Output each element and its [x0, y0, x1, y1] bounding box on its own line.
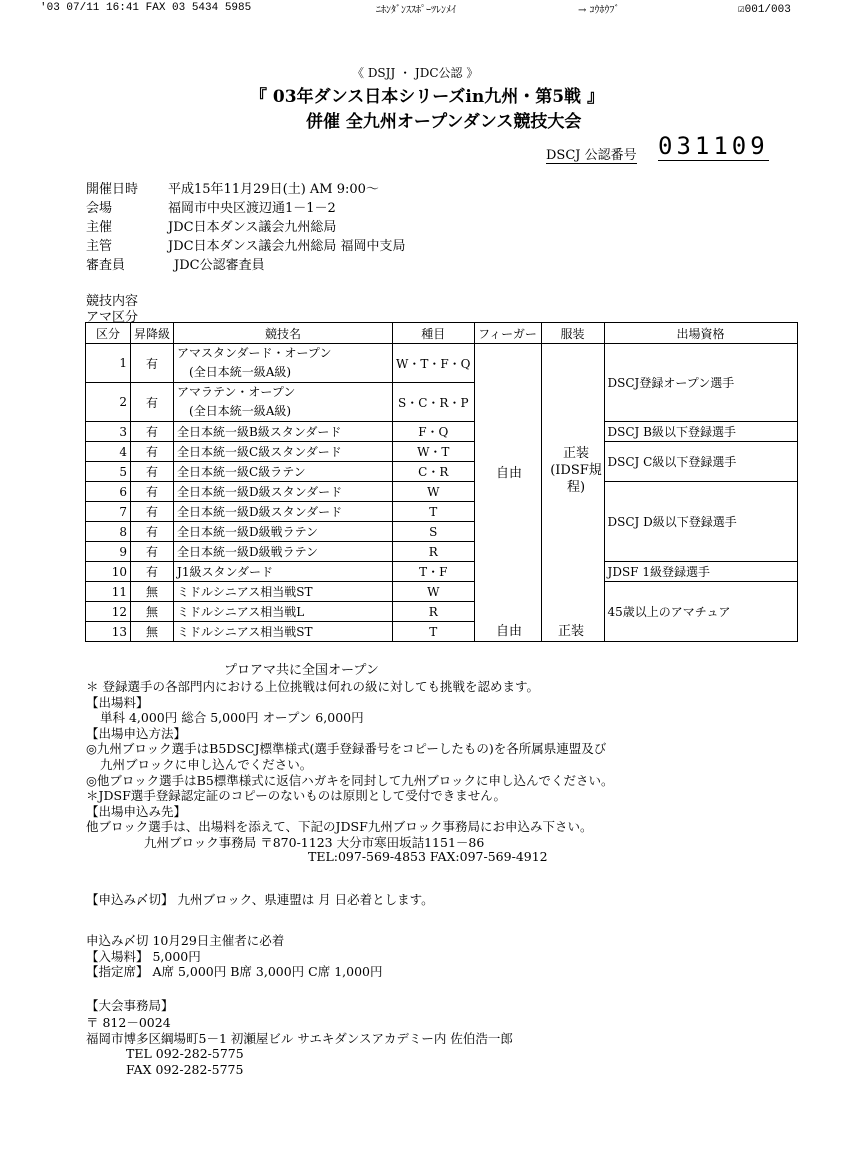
note-line: 九州ブロック事務局 〒870-1123 大分市寒田坂詰1151－86 — [144, 834, 485, 850]
row-competition: 全日本統一級D級戦ラテン — [174, 542, 393, 562]
note-line: ＊ 登録選手の各部門内における上位挑戦は何れの級に対しても挑戦を認めます。 — [86, 679, 539, 694]
office-address: 福岡市博多区綱場町5－1 初瀬屋ビル サエキダンスアカデミー内 佐伯浩一郎 — [86, 1031, 513, 1046]
row-competition: ミドルシニアス相当戦ST — [174, 582, 393, 602]
apply-title: 【出場申込方法】 — [86, 725, 187, 741]
table-row — [86, 344, 798, 383]
row-events: W・T — [393, 442, 475, 462]
row-competition: 全日本統一級C級スタンダード — [174, 442, 393, 462]
note-line: 【入場料】 5,000円 — [86, 948, 201, 964]
office-tel: TEL 092-282-5775 — [126, 1045, 244, 1061]
row-competition — [174, 344, 393, 383]
fee-title: 【出場料】 — [86, 694, 149, 710]
notes-section — [86, 677, 614, 864]
event-subtitle: 併催 全九州オープンダンス競技大会 — [306, 112, 582, 132]
info-label: 審査員 — [86, 258, 126, 273]
row-number: 3 — [86, 422, 131, 442]
row-promotion: 有 — [131, 522, 174, 542]
admission-section — [86, 931, 382, 978]
table-row — [86, 422, 798, 442]
row-events: W — [393, 582, 475, 602]
row-competition: 全日本統一級D級スタンダード — [174, 502, 393, 522]
row-number: 1 — [86, 344, 131, 383]
info-label: 会場 — [86, 201, 113, 216]
info-value: JDC日本ダンス議会九州総局 福岡中支局 — [168, 239, 406, 254]
header-competition: 競技名 — [174, 323, 393, 344]
row-promotion: 有 — [131, 442, 174, 462]
row-promotion: 有 — [131, 462, 174, 482]
info-value: 福岡市中央区渡辺通1－1－2 — [168, 201, 336, 216]
row-events: S・C・R・P — [393, 383, 475, 422]
row-number: 7 — [86, 502, 131, 522]
row-events: R — [393, 602, 475, 622]
row-number: 13 — [86, 622, 131, 642]
row-competition — [174, 383, 393, 422]
row-number: 10 — [86, 562, 131, 582]
info-value: JDC公認審査員 — [174, 258, 265, 273]
figure-free: 自由 — [496, 466, 523, 481]
row-competition-class: (全日本統一級A級) — [189, 365, 292, 379]
row-competition: 全日本統一級D級スタンダード — [174, 482, 393, 502]
qualification-cell: DSCJ C級以下登録選手 — [604, 442, 797, 482]
header-events: 種目 — [393, 323, 475, 344]
info-label: 主催 — [86, 220, 113, 235]
dress-formal: 正装 — [558, 624, 585, 639]
note-line: 他ブロック選手は、出場料を添えて、下記のJDSF九州ブロック事務局にお申込み下さい。 — [86, 819, 593, 835]
row-events: T — [393, 502, 475, 522]
header-figure: フィーガー — [474, 323, 541, 344]
fax-datetime: '03 07/11 16:41 FAX 03 5434 5985 — [40, 2, 252, 14]
office-fax: FAX 092-282-5775 — [126, 1062, 244, 1077]
row-events: T — [393, 622, 475, 642]
figure-free: 自由 — [496, 624, 523, 639]
qualification-cell: DSCJ登録オープン選手 — [604, 344, 797, 422]
row-promotion: 無 — [131, 602, 174, 622]
note-line: TEL:097-569-4853 FAX:097-569-4912 — [308, 848, 548, 864]
row-competition: 全日本統一級B級スタンダード — [174, 422, 393, 442]
dress-formal-idsf: 正装(IDSF規程) — [550, 446, 602, 495]
figure-cell — [474, 344, 541, 622]
note-line: 【指定席】 A席 5,000円 B席 3,000円 C席 1,000円 — [86, 964, 383, 980]
row-number: 12 — [86, 602, 131, 622]
row-number: 8 — [86, 522, 131, 542]
row-promotion: 有 — [131, 482, 174, 502]
certification-label: DSCJ 公認番号 — [546, 144, 637, 164]
office-title: 【大会事務局】 — [86, 998, 174, 1013]
table-footer-note: プロアマ共に全国オープン — [224, 663, 379, 678]
office-section — [86, 996, 513, 1079]
office-zip: 〒 812－0024 — [86, 1014, 171, 1030]
sanction-line: 《 DSJJ ・ JDC公認 》 — [352, 66, 479, 80]
qualification-cell: 45歳以上のアマチュア — [604, 582, 797, 642]
row-promotion: 有 — [131, 422, 174, 442]
row-number: 11 — [86, 582, 131, 602]
note-line: ◎他ブロック選手はB5標準様式に返信ハガキを同封して九州ブロックに申し込んでください。 — [86, 772, 614, 788]
info-value: JDC日本ダンス議会九州総局 — [168, 220, 337, 235]
row-promotion: 有 — [131, 383, 174, 422]
note-line: 九州ブロックに申し込んでください。 — [100, 756, 313, 772]
row-competition: ミドルシニアス相当戦ST — [174, 622, 393, 642]
table-row — [86, 482, 798, 502]
row-events: W — [393, 482, 475, 502]
fax-sender: ﾆﾎﾝﾀﾞﾝｽｽﾎﾟｰﾂﾚﾝﾒｲ — [376, 5, 456, 16]
row-competition-class: (全日本統一級A級) — [189, 404, 292, 418]
row-events: F・Q — [393, 422, 475, 442]
header-promotion: 昇降級 — [131, 323, 174, 344]
fax-recipient: → ｺｳﾎｳﾌﾞ — [578, 5, 620, 16]
row-competition: J1級スタンダード — [174, 562, 393, 582]
row-events: S — [393, 522, 475, 542]
row-competition-name: アマスタンダード・オープン — [177, 346, 332, 360]
qualification-cell: JDSF 1級登録選手 — [604, 562, 797, 582]
dest-title: 【出場申込み先】 — [86, 803, 187, 819]
qualification-cell: DSCJ D級以下登録選手 — [604, 482, 797, 562]
row-promotion: 無 — [131, 622, 174, 642]
table-header-row — [86, 323, 798, 344]
header-qualification: 出場資格 — [604, 323, 797, 344]
row-events: R — [393, 542, 475, 562]
row-events: C・R — [393, 462, 475, 482]
table-row — [86, 442, 798, 462]
row-number: 9 — [86, 542, 131, 562]
section-subtitle: アマ区分 — [86, 310, 139, 325]
header-division: 区分 — [86, 323, 131, 344]
row-competition: 全日本統一級D級戦ラテン — [174, 522, 393, 542]
certification-number: 031109 — [658, 132, 769, 160]
row-competition: ミドルシニアス相当戦L — [174, 602, 393, 622]
qualification-cell: DSCJ B級以下登録選手 — [604, 422, 797, 442]
note-line: ＊JDSF選手登録認定証のコピーのないものは原則として受付できません。 — [86, 788, 507, 804]
row-events: W・T・F・Q — [393, 344, 475, 383]
row-number: 4 — [86, 442, 131, 462]
header-dress: 服装 — [541, 323, 604, 344]
fax-page-number: ☑001/003 — [738, 4, 791, 16]
row-number: 6 — [86, 482, 131, 502]
row-competition-name: アマラテン・オープン — [177, 385, 296, 399]
info-label: 開催日時 — [86, 182, 139, 197]
row-number: 2 — [86, 383, 131, 422]
event-title: 『 03年ダンス日本シリーズin九州・第5戦 』 — [250, 87, 604, 107]
row-events: T・F — [393, 562, 475, 582]
note-line: ◎九州ブロック選手はB5DSCJ標準様式(選手登録番号をコピーしたもの)を各所属県連盟及び — [86, 741, 607, 757]
info-value: 平成15年11月29日(土) AM 9:00～ — [168, 182, 379, 197]
competition-table — [85, 322, 798, 642]
row-promotion: 有 — [131, 344, 174, 383]
table-row — [86, 562, 798, 582]
row-competition: 全日本統一級C級ラテン — [174, 462, 393, 482]
row-promotion: 無 — [131, 582, 174, 602]
row-number: 5 — [86, 462, 131, 482]
row-promotion: 有 — [131, 502, 174, 522]
deadline-line: 【申込み〆切】 九州ブロック、県連盟は 月 日必着とします。 — [86, 892, 434, 907]
section-title: 競技内容 — [86, 294, 139, 309]
table-row — [86, 582, 798, 602]
row-promotion: 有 — [131, 542, 174, 562]
info-label: 主管 — [86, 239, 113, 254]
row-promotion: 有 — [131, 562, 174, 582]
note-line: 申込み〆切 10月29日主催者に必着 — [86, 933, 285, 948]
fee-line: 単科 4,000円 総合 5,000円 オープン 6,000円 — [100, 710, 364, 726]
